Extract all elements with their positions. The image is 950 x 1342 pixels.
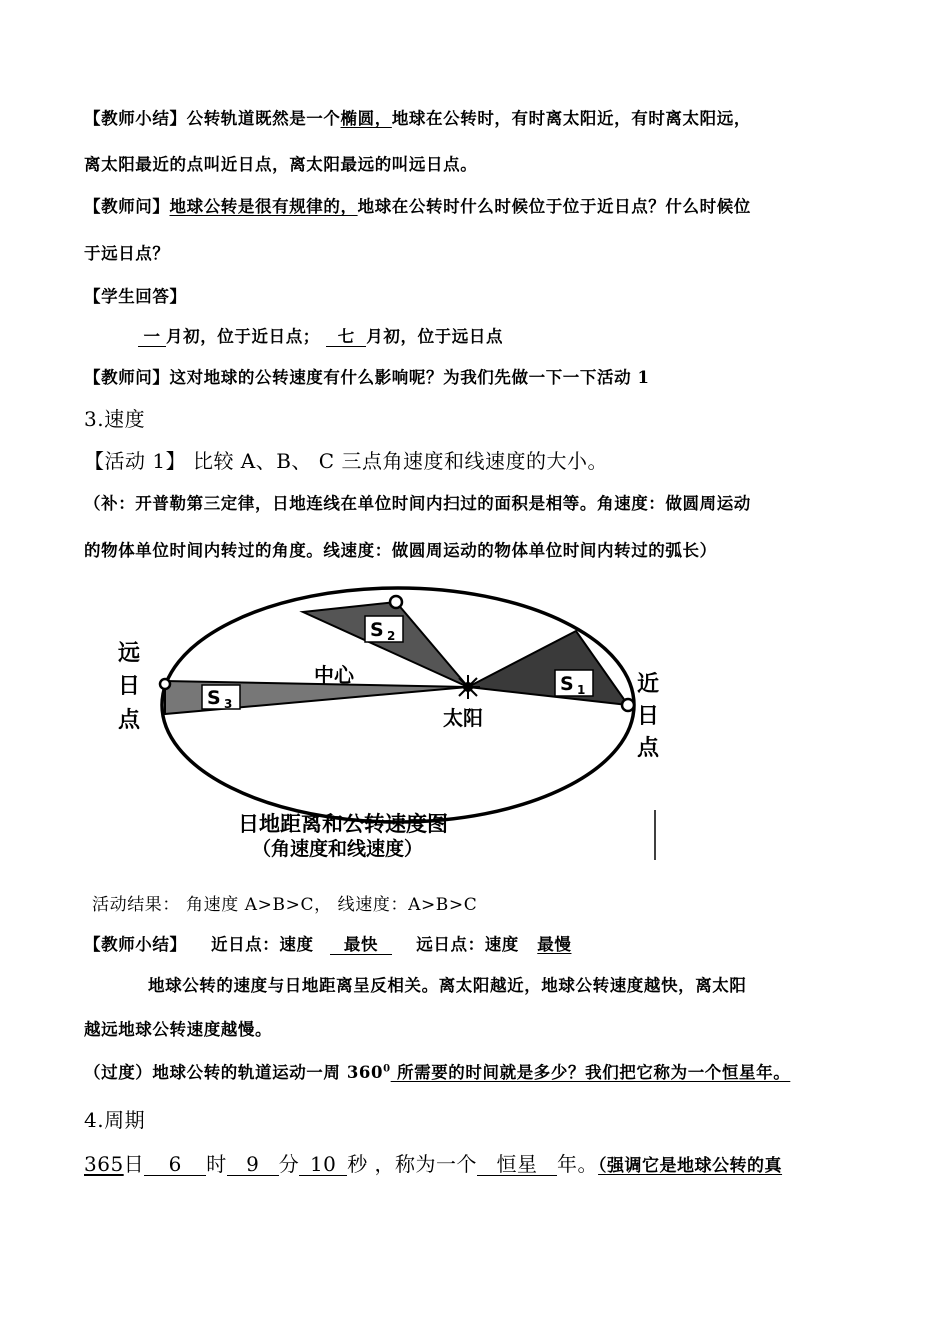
emphasis-note: （强调它是地球公转的真 [598, 1156, 783, 1176]
blank-seconds: 10 [299, 1153, 347, 1176]
label-s1: S [560, 673, 574, 695]
activity-1: 【活动 1】 比较 A、B、 C 三点角速度和线速度的大小。 [84, 449, 608, 473]
diagram-caption-2: （角速度和线速度） [252, 838, 424, 860]
speed-relation-line-1: 地球公转的速度与日地距离呈反相关。离太阳越近，地球公转速度越快，离太阳 [148, 976, 747, 995]
activity-result: 活动结果： 角速度 A>B>C， 线速度：A>B>C [92, 895, 478, 915]
sidereal-year-line: 365日 6 时 9 分 10 秒 ，称为一个 恒星 年。（强调它是地球公转的真 [84, 1152, 783, 1176]
blank-minutes: 9 [227, 1153, 279, 1176]
kepler-note-line-2: 的物体单位时间内转过的角度。线速度：做圆周运动的物体单位时间内转过的弧长） [84, 541, 717, 560]
student-answer-line: 一 月初，位于近日点； 七 月初，位于远日点 [138, 323, 503, 347]
label-aphelion-3: 点 [118, 708, 141, 733]
label-perihelion-1: 近 [637, 672, 660, 697]
label-sun: 太阳 [443, 706, 483, 730]
blank-hours: 6 [144, 1153, 206, 1176]
sun-icon [456, 675, 480, 699]
transition-line: （过度）地球公转的轨道运动一周 $360^0$ 所需要的时间就是多少？我们把它称为一个恒星年。 [84, 1063, 791, 1082]
label-perihelion-3: 点 [637, 736, 660, 761]
label-s3-sub: 3 [224, 697, 233, 711]
label-s2-sub: 2 [387, 629, 396, 643]
teacher-question-1: 【教师问】地球公转是很有规律的，地球在公转时什么时候位于位于近日点？什么时候位 [84, 197, 751, 216]
earth-marker-aphelion [160, 679, 170, 689]
speed-heading: 3.速度 [84, 407, 146, 431]
teacher-summary-speed: 【教师小结】 近日点：速度 最快 远日点：速度 最慢 [84, 935, 572, 954]
teacher-summary-line-1: 【教师小结】公转轨道既然是一个椭圆，地球在公转时，有时离太阳近，有时离太阳远， [84, 109, 751, 128]
label-aphelion-2: 日 [118, 674, 141, 699]
label-s3: S [207, 687, 221, 709]
period-heading: 4.周期 [84, 1108, 146, 1132]
blank-year-type: 恒星 [477, 1153, 557, 1176]
student-answer-heading: 【学生回答】 [84, 287, 187, 306]
answer-blank-aphelion-month: 七 [326, 328, 366, 347]
blank-slowest: 最慢 [537, 935, 572, 954]
earth-marker-perihelion [622, 699, 634, 711]
label-center: 中心 [314, 663, 354, 687]
teacher-summary-line-2: 离太阳最近的点叫近日点，离太阳最远的叫远日点。 [84, 155, 478, 174]
blank-fastest: 最快 [330, 936, 392, 955]
kepler-note-line-1: （补：开普勒第三定律，日地连线在单位时间内扫过的面积是相等。角速度：做圆周运动 [84, 494, 751, 513]
earth-marker-top [390, 596, 402, 608]
label-aphelion-1: 远 [118, 641, 141, 666]
teacher-question-1-line-2: 于远日点？ [84, 244, 170, 263]
speed-relation-line-2: 越远地球公转速度越慢。 [84, 1020, 273, 1039]
sector-s1 [468, 631, 628, 705]
diagram-caption-1: 日地距离和公转速度图 [238, 812, 448, 836]
label-s2: S [370, 619, 384, 641]
sun-earth-distance-diagram [106, 585, 666, 869]
blank-days: 365 [84, 1152, 124, 1176]
label-perihelion-2: 日 [637, 704, 660, 729]
label-s1-sub: 1 [577, 683, 586, 697]
teacher-question-2: 【教师问】这对地球的公转速度有什么影响呢？为我们先做一下一下活动 1 [84, 368, 650, 387]
answer-blank-perihelion-month: 一 [138, 328, 166, 347]
